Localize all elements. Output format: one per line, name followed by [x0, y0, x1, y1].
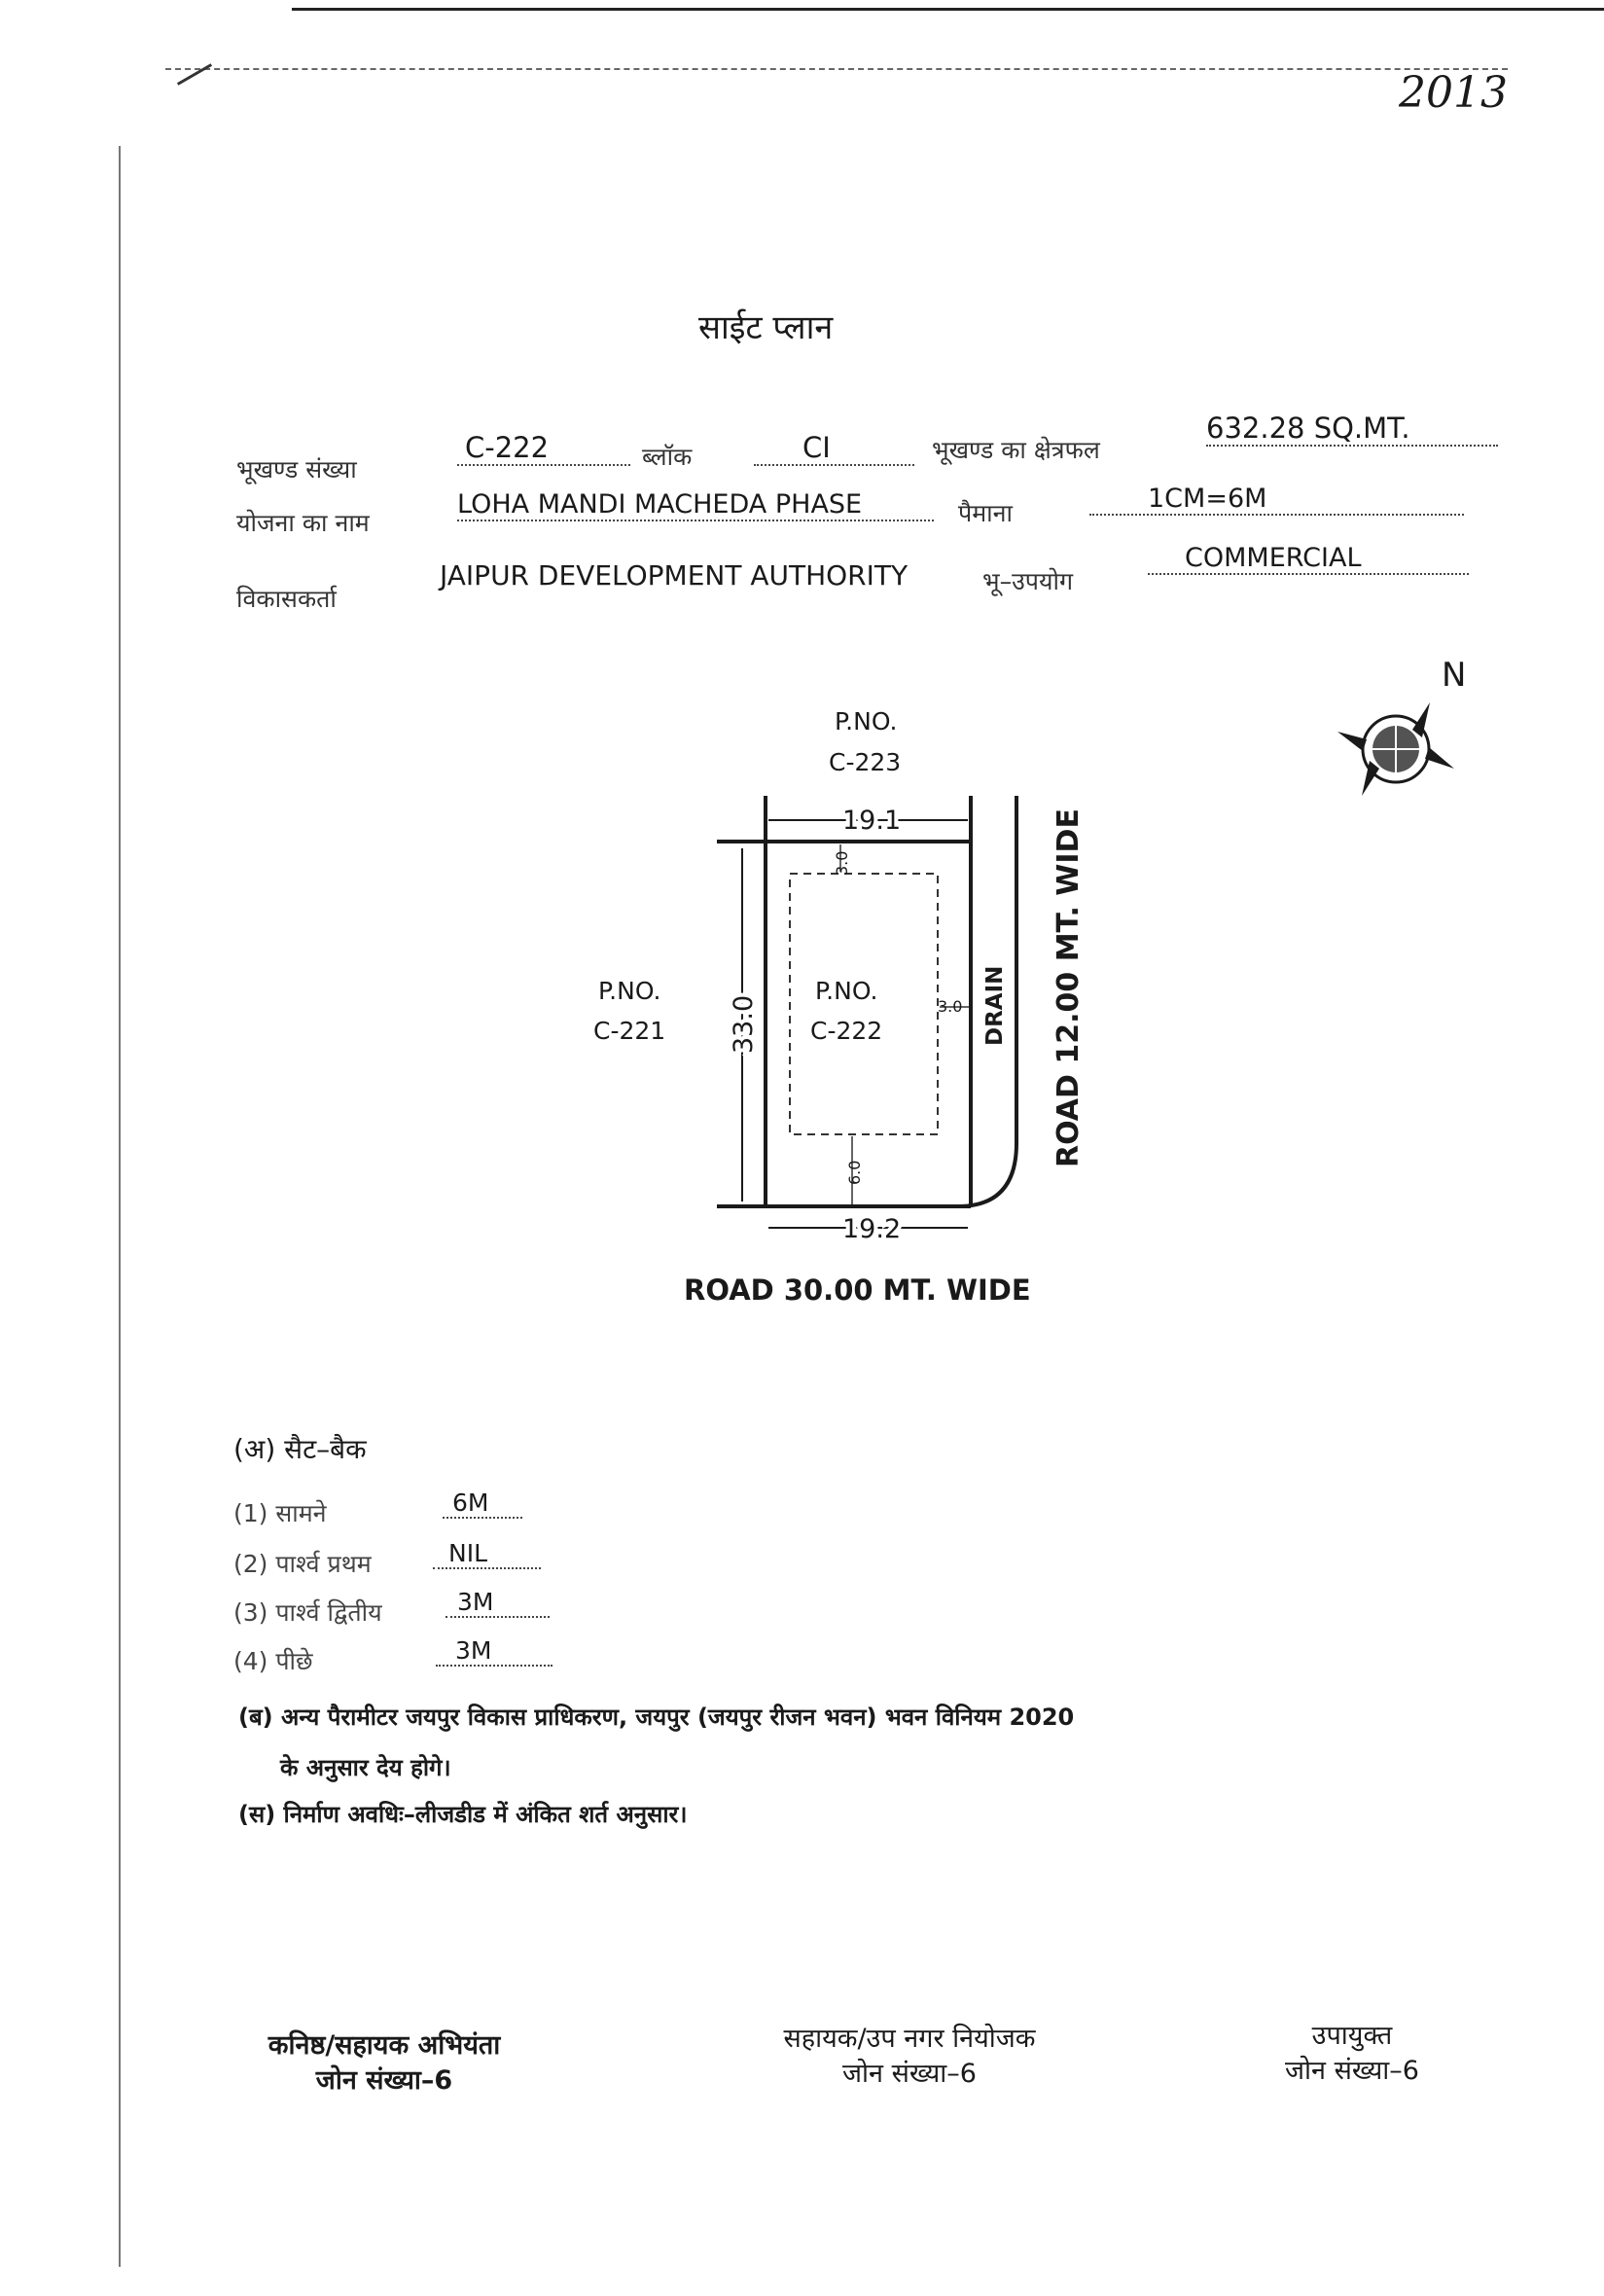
setback-heading: (अ) सैट–बैक	[233, 1433, 367, 1465]
scale-label: पैमाना	[958, 499, 1013, 527]
developer-label: विकासकर्ता	[236, 585, 337, 613]
setback-bottom-label: 6.0	[845, 1160, 864, 1185]
top-plot-line1: P.NO.	[835, 707, 898, 735]
center-plot-line2: C-222	[810, 1017, 883, 1045]
drain-label: DRAIN	[982, 965, 1008, 1046]
top-plot-line2: C-223	[829, 748, 902, 776]
signature-block-2	[715, 2022, 1104, 2093]
north-compass-icon	[1337, 702, 1454, 796]
left-plot-line1: P.NO.	[598, 977, 661, 1005]
left-dimension-label: 33.0	[729, 994, 759, 1054]
page-number: 2013	[1399, 68, 1508, 118]
scale-value: 1CM=6M	[1089, 484, 1464, 516]
signature-3-title: उपायुक्त	[1311, 2021, 1393, 2051]
setback-item-1-label: (1) सामने	[233, 1499, 327, 1527]
north-label: N	[1442, 656, 1467, 695]
signature-2-zone: जोन संख्या–6	[842, 2059, 977, 2090]
road-bottom-label: ROAD 30.00 MT. WIDE	[684, 1274, 1031, 1307]
landuse-value: COMMERCIAL	[1148, 543, 1469, 575]
signature-2-title: सहायक/उप नगर नियोजक	[783, 2024, 1036, 2054]
setback-item-1-value: 6M	[443, 1489, 522, 1519]
setback-right-label: 3.0	[938, 997, 963, 1016]
plot-no-label: भूखण्ड संख्या	[236, 455, 357, 484]
left-plot-line2: C-221	[593, 1017, 666, 1045]
setback-item-2-value: NIL	[433, 1539, 541, 1569]
area-value: 632.28 SQ.MT.	[1206, 412, 1498, 447]
setback-item-3-label: (3) पार्श्व द्वितीय	[233, 1598, 382, 1627]
setback-item-2-label: (2) पार्श्व प्रथम	[233, 1550, 372, 1578]
setback-item-4-value: 3M	[436, 1636, 552, 1667]
landuse-label: भू–उपयोग	[982, 567, 1074, 595]
signature-block-3	[1235, 2019, 1469, 2090]
setback-item-4-label: (4) पीछे	[233, 1647, 313, 1675]
page-title: साईट प्लान	[698, 308, 834, 347]
scheme-label: योजना का नाम	[236, 509, 370, 537]
scheme-value: LOHA MANDI MACHEDA PHASE	[457, 489, 934, 521]
signature-1-title: कनिष्ठ/सहायक अभियंता	[267, 2030, 501, 2061]
road-right-label: ROAD 12.00 MT. WIDE	[1052, 808, 1086, 1167]
note-b-line2: के अनुसार देय होगे।	[280, 1754, 451, 1781]
note-c-line: (स) निर्माण अवधिः–लीजडीड में अंकित शर्त अनुसार।	[238, 1801, 688, 1828]
setback-item-3-value: 3M	[446, 1588, 550, 1618]
block-label: ब्लॉक	[642, 443, 693, 471]
plot-no-value: C-222	[457, 431, 630, 466]
block-value: CI	[754, 431, 914, 466]
setback-top-label: 3.0	[833, 850, 851, 876]
signature-1-zone: जोन संख्या–6	[315, 2065, 453, 2097]
area-label: भूखण्ड का क्षेत्रफल	[932, 436, 1100, 464]
note-b-line1: (ब) अन्य पैरामीटर जयपुर विकास प्राधिकरण, जयपुर (जयपुर रीजन भवन) भवन विनियम 2020	[238, 1704, 1075, 1731]
center-plot-line1: P.NO.	[815, 977, 878, 1005]
signature-3-zone: जोन संख्या–6	[1285, 2056, 1419, 2087]
developer-value: JAIPUR DEVELOPMENT AUTHORITY	[440, 559, 909, 592]
signature-block-1	[199, 2028, 569, 2099]
top-dimension-label: 19.1	[842, 806, 902, 836]
bottom-dimension-label: 19.2	[842, 1214, 902, 1244]
